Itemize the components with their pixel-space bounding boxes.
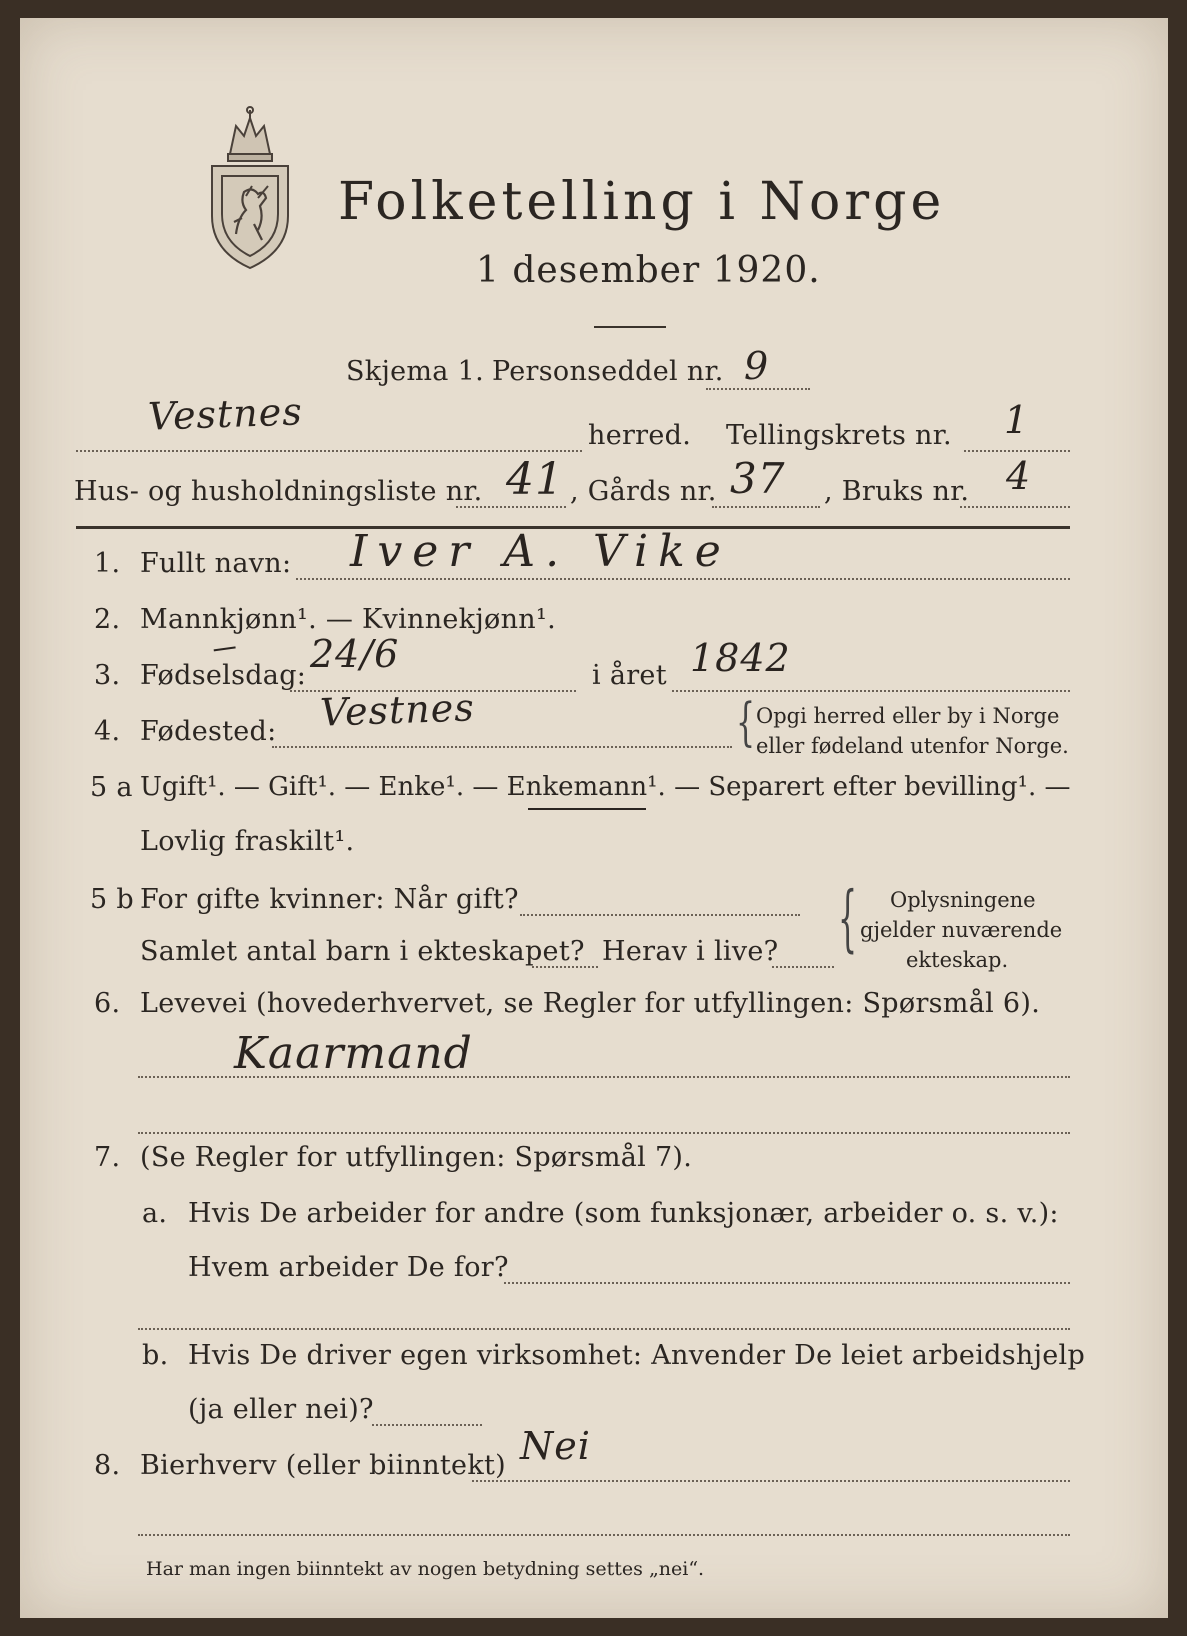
q5b-note-line1: Oplysningene: [890, 888, 1036, 912]
q5b-barn-line: [532, 966, 598, 968]
q7b-line1: Hvis De driver egen virksomhet: Anvender De leiet arbeidshjelp: [188, 1340, 1086, 1371]
q8-extra-line: [138, 1534, 1070, 1536]
q5b-brace: {: [838, 877, 858, 962]
q6-value: Kaarmand: [234, 1028, 473, 1079]
form-title: Folketelling i Norge: [338, 172, 946, 232]
herred-value: Vestnes: [147, 389, 304, 439]
q3-label: Fødselsdag:: [140, 660, 307, 691]
q7b-line2: (ja eller nei)?: [188, 1394, 374, 1425]
q3-year-label: i året: [592, 660, 667, 691]
q8-label: Bierhverv (eller biinntekt): [140, 1450, 506, 1481]
gards-line: [712, 506, 820, 508]
footer-note: Har man ingen biinntekt av nogen betydning settes „nei“.: [146, 1558, 705, 1580]
census-date: 1 desember 1920.: [476, 250, 821, 291]
q5a-options-line2: Lovlig fraskilt¹.: [140, 826, 355, 857]
coat-of-arms-icon: [202, 106, 298, 274]
q7a-line2: Hvem arbeider De for?: [188, 1252, 509, 1283]
q4-number: 4.: [94, 716, 121, 747]
q6-line1: [138, 1076, 1070, 1078]
q5b-note-line2: gjelder nuværende: [860, 918, 1063, 942]
q5a-enkemann-underline: [528, 808, 646, 810]
q1-number: 1.: [94, 548, 121, 579]
q4-value: Vestnes: [319, 685, 476, 735]
q1-label: Fullt navn:: [140, 548, 292, 579]
q3-year-value: 1842: [690, 636, 791, 680]
q2-label: Mannkjønn¹. — Kvinnekjønn¹.: [140, 604, 556, 635]
q5a-number: 5 a: [90, 772, 133, 803]
q5b-label2: Samlet antal barn i ekteskapet?: [140, 936, 585, 967]
q7b-letter: b.: [142, 1340, 169, 1371]
q5b-note-line3: ekteskap.: [906, 948, 1009, 972]
q1-line: [296, 578, 1070, 580]
q7b-line: [372, 1424, 482, 1426]
gards-label: , Gårds nr.: [570, 476, 717, 507]
q7a-extra-line: [138, 1328, 1070, 1330]
q5b-number: 5 b: [90, 884, 134, 915]
personseddel-value: 9: [744, 344, 770, 388]
q7-label: (Se Regler for utfyllingen: Spørsmål 7).: [140, 1142, 693, 1173]
q5b-label3: Herav i live?: [602, 936, 779, 967]
hus-line: [456, 506, 566, 508]
q5a-options: Ugift¹. — Gift¹. — Enke¹. — Enkemann¹. — Separert efter bevilling¹. —: [140, 772, 1071, 802]
q6-label: Levevei (hovederhvervet, se Regler for utfyllingen: Spørsmål 6).: [140, 988, 1041, 1019]
personseddel-label: Personseddel nr.: [492, 356, 724, 387]
tellingskrets-line: [964, 450, 1070, 452]
hus-value: 41: [506, 454, 564, 505]
q8-line: [472, 1480, 1070, 1482]
census-form: [20, 18, 1168, 1618]
herred-label: herred.: [588, 420, 692, 451]
q7a-line1: Hvis De arbeider for andre (som funksjonær, arbeider o. s. v.):: [188, 1198, 1059, 1229]
q2-underline-mark: [210, 623, 235, 652]
q3-number: 3.: [94, 660, 121, 691]
bruks-value: 4: [1006, 454, 1032, 498]
herred-line: [76, 450, 582, 452]
title-divider: [594, 326, 666, 328]
q4-line: [272, 746, 732, 748]
q6-number: 6.: [94, 988, 121, 1019]
q2-number: 2.: [94, 604, 121, 635]
q4-brace: {: [736, 693, 756, 754]
q1-value: Iver A. Vike: [350, 526, 731, 577]
q8-value: Nei: [520, 1424, 591, 1468]
q7-number: 7.: [94, 1142, 121, 1173]
q4-label: Fødested:: [140, 716, 277, 747]
personseddel-line: [706, 388, 810, 390]
schema-label: Skjema 1.: [346, 356, 484, 387]
q7a-line: [504, 1282, 1070, 1284]
bruks-line: [960, 506, 1070, 508]
tellingskrets-label: Tellingskrets nr.: [726, 420, 952, 451]
q4-note-line1: Opgi herred eller by i Norge: [756, 704, 1060, 728]
hus-label: Hus- og husholdningsliste nr.: [74, 476, 483, 507]
q6-line2: [138, 1132, 1070, 1134]
q3-day-value: 24/6: [310, 632, 400, 676]
q8-number: 8.: [94, 1450, 121, 1481]
q3-year-line: [672, 690, 1070, 692]
q4-note-line2: eller fødeland utenfor Norge.: [756, 734, 1069, 758]
tellingskrets-value: 1: [1004, 398, 1030, 442]
q7a-letter: a.: [142, 1198, 168, 1229]
q5b-gift-line: [520, 914, 800, 916]
bruks-label: , Bruks nr.: [824, 476, 970, 507]
q5b-label1: For gifte kvinner: Når gift?: [140, 884, 519, 915]
q5b-ilive-line: [772, 966, 834, 968]
gards-value: 37: [730, 454, 786, 503]
